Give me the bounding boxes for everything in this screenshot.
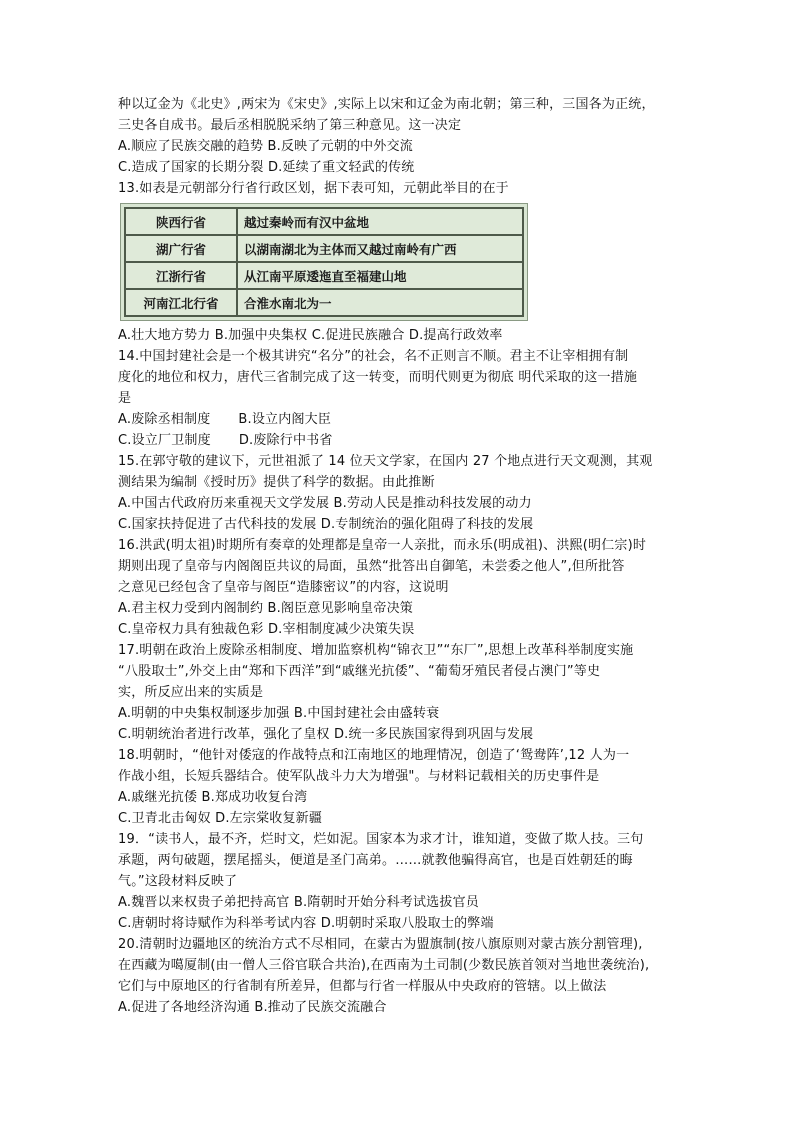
question-14-stem: 度化的地位和权力，唐代三省制完成了这一转变，而明代则更为彻底 明代采取的这一措施 bbox=[118, 370, 638, 385]
province-name: 湖广行省 bbox=[125, 235, 237, 262]
question-14-stem: 是 bbox=[118, 391, 132, 406]
province-desc: 以湖南湖北为主体而又越过南岭有广西 bbox=[237, 235, 523, 262]
option-line: C.皇帝权力具有独裁色彩 D.宰相制度减少决策失误 bbox=[118, 622, 415, 637]
question-20-stem: 20.清朝时边疆地区的统治方式不尽相同，在蒙古为盟旗制(按八旗原则对蒙古族分割管理), bbox=[118, 937, 643, 952]
option-line: C.卫青北击匈奴 D.左宗棠收复新疆 bbox=[118, 811, 323, 826]
province-name: 陕西行省 bbox=[125, 208, 237, 235]
question-16-stem: 期则出现了皇帝与内阁阁臣共议的局面，虽然“批答出自御笔，未尝委之他人”,但所批答 bbox=[118, 559, 625, 574]
question-20-stem: 它们与中原地区的行省制有所差异，但都与行省一样服从中央政府的管辖。以上做法 bbox=[118, 979, 607, 994]
option-line: A.壮大地方势力 B.加强中央集权 C.促进民族融合 D.提高行政效率 bbox=[118, 328, 503, 343]
option-line: A.促进了各地经济沟通 B.推动了民族交流融合 bbox=[118, 1000, 387, 1015]
table-row bbox=[125, 208, 523, 235]
option-line: C.明朝统治者进行改革，强化了皇权 D.统一多民族国家得到巩固与发展 bbox=[118, 727, 534, 742]
table-row bbox=[125, 289, 523, 316]
table-row bbox=[125, 262, 523, 289]
table-row bbox=[125, 235, 523, 262]
option-b: B.设立内阁大臣 bbox=[238, 412, 332, 427]
province-desc: 合淮水南北为一 bbox=[237, 289, 523, 316]
option-line: A.君主权力受到内阁制约 B.阁臣意见影响皇帝决策 bbox=[118, 601, 413, 616]
option-line: C.造成了国家的长期分裂 D.延续了重文轻武的传统 bbox=[118, 160, 415, 175]
option-line: A.中国古代政府历来重视天文学发展 B.劳动人民是推动科技发展的动力 bbox=[118, 496, 532, 511]
option-line bbox=[118, 430, 712, 451]
question-18-stem: 作战小组，长短兵器结合。使军队战斗力大为增强"。与材料记载相关的历史事件是 bbox=[118, 769, 600, 784]
text-line: 三史各自成书。最后丞相脱脱采纳了第三种意见。这一决定 bbox=[118, 118, 462, 133]
option-line: A.魏晋以来权贵子弟把持高官 B.隋朝时开始分科考试选拔官员 bbox=[118, 895, 479, 910]
question-15-stem: 测结果为编制《授时历》提供了科学的数据。由此推断 bbox=[118, 475, 435, 490]
question-19-stem: 承题，两句破题，摆尾摇头，便道是圣门高弟。……就教他骗得高官，也是百姓朝廷的晦 bbox=[118, 853, 633, 868]
question-17-stem: 实，所反应出来的实质是 bbox=[118, 685, 264, 700]
text-line: 种以辽金为《北史》,两宋为《宋史》,实际上以宋和辽金为南北朝；第三种，三国各为正统， bbox=[118, 97, 655, 112]
option-c: C.设立厂卫制度 bbox=[118, 433, 211, 448]
question-19-stem: 19．“读书人，最不齐，烂时文，烂如泥。国家本为求才计，谁知道，变做了欺人技。三句 bbox=[118, 832, 644, 847]
question-16-stem: 16.洪武(明太祖)时期所有奏章的处理都是皇帝一人亲批，而永乐(明成祖)、洪熙(明仁宗)时 bbox=[118, 538, 647, 553]
question-19-stem: 气。”这段材料反映了 bbox=[118, 874, 238, 889]
province-desc: 从江南平原逶迤直至福建山地 bbox=[237, 262, 523, 289]
province-desc: 越过秦岭而有汉中盆地 bbox=[237, 208, 523, 235]
option-a: A.废除丞相制度 bbox=[118, 412, 211, 427]
option-line: C.唐朝时将诗赋作为科举考试内容 D.明朝时采取八股取士的弊端 bbox=[118, 916, 494, 931]
option-line bbox=[118, 409, 712, 430]
question-17-stem: 17.明朝在政治上废除丞相制度、增加监察机构“锦衣卫”“东厂”,思想上改革科举制度实施 bbox=[118, 643, 634, 658]
question-17-stem: “八股取士”,外交上由“郑和下西洋”到“戚继光抗倭”、“葡萄牙殖民者侵占澳门”等史 bbox=[118, 664, 601, 679]
question-13-stem: 13.如表是元朝部分行省行政区划，据下表可知，元朝此举目的在于 bbox=[118, 181, 509, 196]
province-table bbox=[124, 207, 524, 317]
question-14-stem: 14.中国封建社会是一个极其讲究“名分”的社会，名不正则言不顺。君主不让宰相拥有制 bbox=[118, 349, 629, 364]
question-18-stem: 18.明朝时，“他针对倭寇的作战特点和江南地区的地理情况，创造了‘鸳鸯阵’,12 人为一 bbox=[118, 748, 630, 763]
province-table-image bbox=[120, 203, 528, 321]
question-16-stem: 之意见已经包含了皇帝与阁臣“造膝密议”的内容，这说明 bbox=[118, 580, 449, 595]
question-15-stem: 15.在郭守敬的建议下，元世祖派了 14 位天文学家，在国内 27 个地点进行天文观测，其观 bbox=[118, 454, 653, 469]
option-line: C.国家扶持促进了古代科技的发展 D.专制统治的强化阻碍了科技的发展 bbox=[118, 517, 534, 532]
question-20-stem: 在西藏为噶厦制(由一僧人三俗官联合共治),在西南为土司制(少数民族首领对当地世袭统治), bbox=[118, 958, 650, 973]
province-name: 江浙行省 bbox=[125, 262, 237, 289]
option-line: A.顺应了民族交融的趋势 B.反映了元朝的中外交流 bbox=[118, 139, 413, 154]
option-line: A.戚继光抗倭 B.郑成功收复台湾 bbox=[118, 790, 308, 805]
province-name: 河南江北行省 bbox=[125, 289, 237, 316]
option-line: A.明朝的中央集权制逐步加强 B.中国封建社会由盛转衰 bbox=[118, 706, 440, 721]
option-d: D.废除行中书省 bbox=[238, 433, 333, 448]
